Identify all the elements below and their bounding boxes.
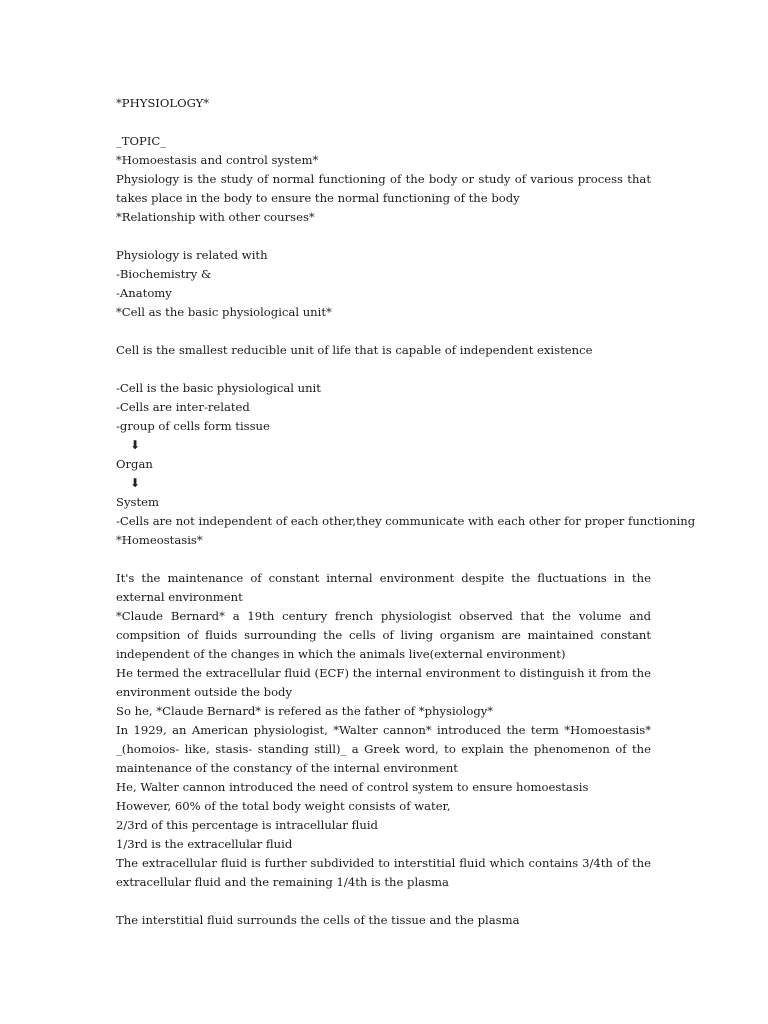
blank-line: [116, 550, 651, 569]
control-system-line: He, Walter cannon introduced the need of control system to ensure homoestasis: [116, 780, 589, 794]
related-intro: Physiology is related with: [116, 248, 268, 262]
cell-point: -Cell is the basic physiological unit: [116, 381, 321, 395]
extracellular-fluid-line: 1/3rd is the extracellular fluid: [116, 837, 293, 851]
physiology-definition: Physiology is the study of normal functioning of the body or study of various process that takes place in the body to ensure the normal functioning of the body: [116, 172, 651, 205]
ecf-paragraph: He termed the extracellular fluid (ECF) the internal environment to distinguish it from the environment outside the body: [116, 666, 651, 699]
down-arrow-icon: ⬇: [130, 476, 141, 490]
cell-definition: Cell is the smallest reducible unit of life that is capable of independent existence: [116, 343, 593, 357]
intracellular-fluid-line: 2/3rd of this percentage is intracellular fluid: [116, 818, 378, 832]
bernard-paragraph: *Claude Bernard* a 19th century french physiologist observed that the volume and compsition of fluids surrounding the cells of living organism are maintained constant independent of the changes in which the animals live(external environment): [116, 609, 651, 661]
related-item-anatomy: -Anatomy: [116, 286, 172, 300]
blank-line: [116, 227, 651, 246]
blank-line: [116, 322, 651, 341]
father-of-physiology-line: So he, *Claude Bernard* is refered as the father of *physiology*: [116, 704, 494, 718]
relationship-heading: *Relationship with other courses*: [116, 210, 315, 224]
interstitial-fluid-line: The interstitial fluid surrounds the cells of the tissue and the plasma: [116, 913, 520, 927]
down-arrow-icon: ⬇: [130, 438, 141, 452]
subdivision-paragraph: The extracellular fluid is further subdivided to interstitial fluid which contains 3/4th of the extracellular fluid and the remaining 1/4th is the plasma: [116, 856, 651, 889]
related-item-biochemistry: -Biochemistry &: [116, 267, 212, 281]
blank-line: [116, 892, 651, 911]
homeostasis-definition: It's the maintenance of constant internal environment despite the fluctuations in the external environment: [116, 571, 651, 604]
cell-heading: *Cell as the basic physiological unit*: [116, 305, 332, 319]
homeostasis-heading: *Homeostasis*: [116, 533, 203, 547]
water-line: However, 60% of the total body weight consists of water,: [116, 799, 451, 813]
blank-line: [116, 360, 651, 379]
cell-point: -group of cells form tissue: [116, 419, 270, 433]
document-title: *PHYSIOLOGY*: [116, 96, 210, 110]
document-page: [116, 94, 696, 930]
topic-label: _TOPIC_: [116, 134, 167, 148]
system-label: System: [116, 495, 159, 509]
cell-point: -Cells are not independent of each other,they communicate with each other for proper functioning: [116, 514, 696, 528]
cell-point: -Cells are inter-related: [116, 400, 250, 414]
cannon-paragraph: In 1929, an American physiologist, *Walter cannon* introduced the term *Homoestasis* _(homoios- like, stasis- standing still)_ a Greek word, to explain the phenomenon of the maintenance of the constancy of the internal environment: [116, 723, 651, 775]
blank-line: [116, 113, 651, 132]
organ-label: Organ: [116, 457, 153, 471]
topic-heading: *Homoestasis and control system*: [116, 153, 319, 167]
